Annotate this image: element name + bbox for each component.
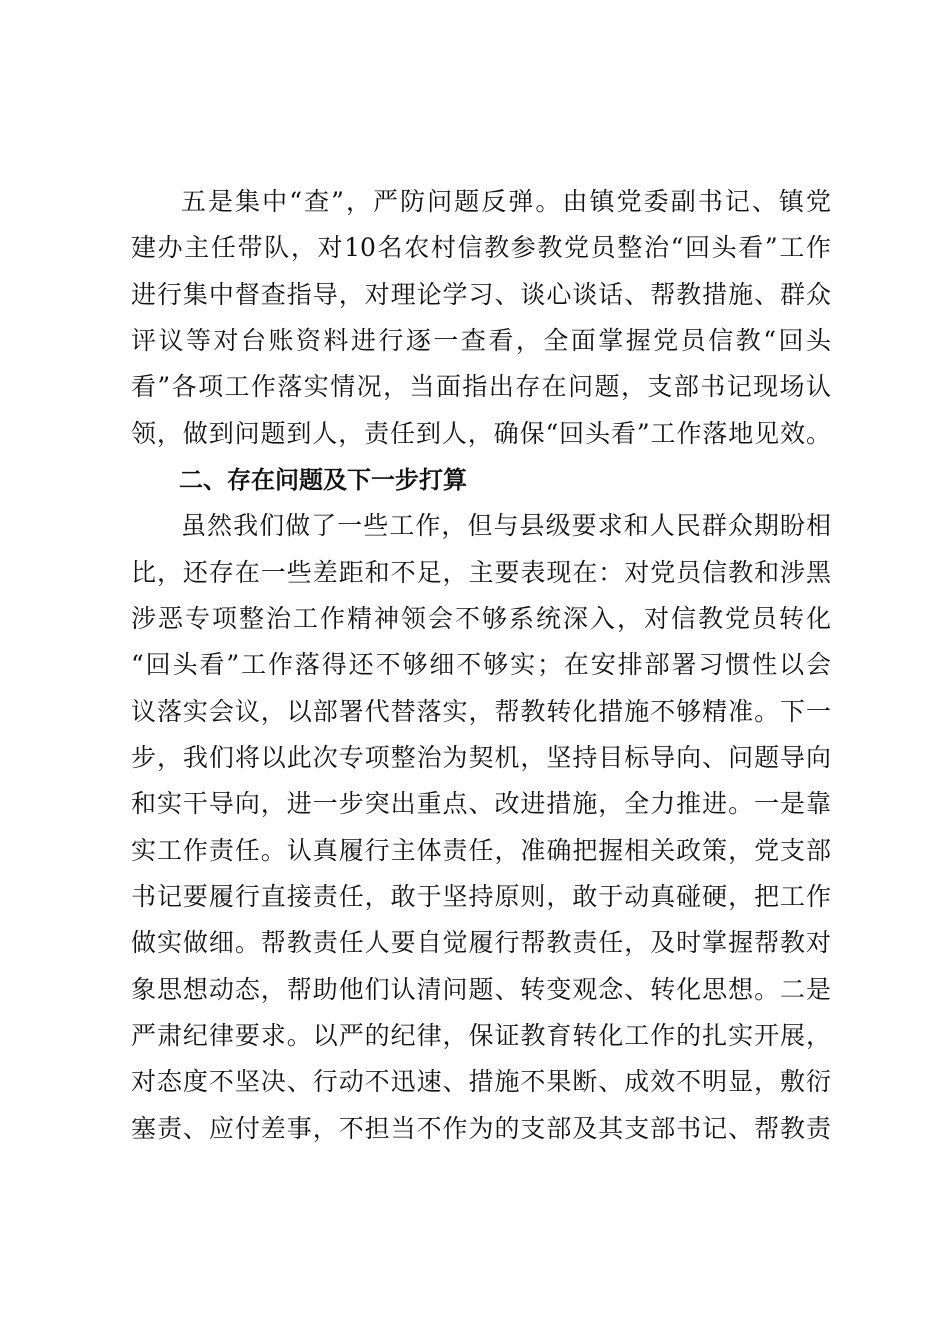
paragraph-five-line-3: 进行集中督查指导，对理论学习、谈心谈话、帮教措施、群众 [131,280,831,309]
paragraph-five-line-6: 领，做到问题到人，责任到人，确保“回头看”工作落地见效。 [131,419,831,448]
paragraph-problems-line-3: 涉恶专项整治工作精神领会不够系统深入，对信教党员转化 [131,604,831,633]
paragraph-problems-line-1: 虽然我们做了一些工作，但与县级要求和人民群众期盼相 [181,511,831,540]
section-heading: 二、存在问题及下一步打算 [179,466,467,494]
paragraph-five-line-2: 建办主任带队，对10名农村信教参教党员整治“回头看”工作 [131,233,831,262]
paragraph-problems-line-6: 步，我们将以此次专项整治为契机，坚持目标导向、问题导向 [131,743,831,772]
paragraph-five-line-5: 看”各项工作落实情况，当面指出存在问题，支部书记现场认 [131,372,831,401]
paragraph-problems-line-10: 做实做细。帮教责任人要自觉履行帮教责任，及时掌握帮教对 [131,928,831,957]
paragraph-problems-line-12: 严肃纪律要求。以严的纪律，保证教育转化工作的扎实开展， [131,1021,831,1050]
paragraph-problems-line-4: “回头看”工作落得还不够细不够实；在安排部署习惯性以会 [131,650,831,679]
paragraph-five-line-4: 评议等对台账资料进行逐一查看，全面掌握党员信教“回头 [131,326,831,355]
paragraph-problems-line-5: 议落实会议，以部署代替落实，帮教转化措施不够精准。下一 [131,697,831,726]
paragraph-problems-line-8: 实工作责任。认真履行主体责任，准确把握相关政策，党支部 [131,836,831,865]
paragraph-problems-line-11: 象思想动态，帮助他们认清问题、转变观念、转化思想。二是 [131,975,831,1004]
paragraph-problems-line-13: 对态度不坚决、行动不迅速、措施不果断、成效不明显，敷衍 [131,1067,831,1096]
paragraph-problems-line-2: 比，还存在一些差距和不足，主要表现在：对党员信教和涉黑 [131,558,831,587]
paragraph-problems-line-9: 书记要履行直接责任，敢于坚持原则，敢于动真碰硬，把工作 [131,882,831,911]
paragraph-problems-line-7: 和实干导向，进一步突出重点、改进措施，全力推进。一是靠 [131,789,831,818]
paragraph-five-line-1: 五是集中“查”，严防问题反弹。由镇党委副书记、镇党 [181,187,831,216]
paragraph-problems-line-14: 塞责、应付差事，不担当不作为的支部及其支部书记、帮教责 [131,1114,831,1143]
